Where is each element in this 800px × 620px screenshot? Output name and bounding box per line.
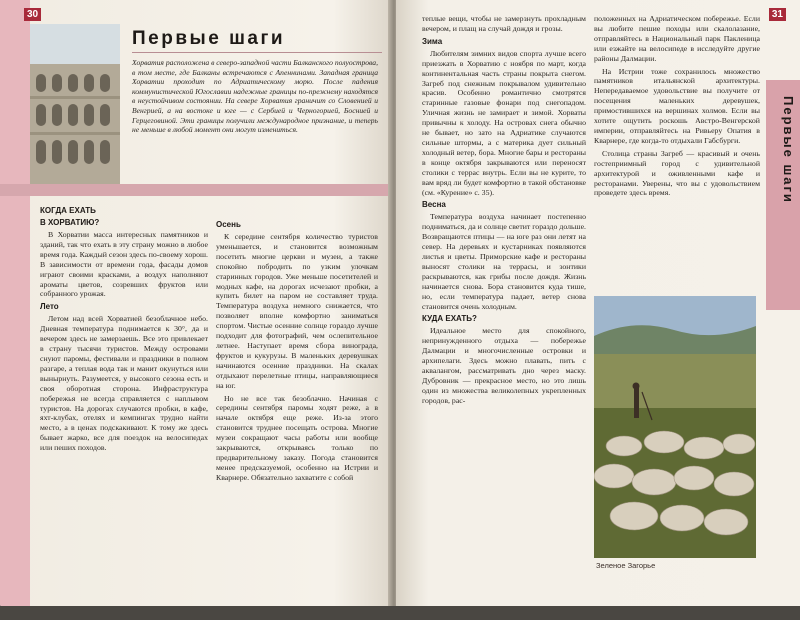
winter-paragraph: Любителям зимних видов спорта лучше всего приезжать в Хорватию с ноября по март, когда континентальная часть страны покрыта снегом. Загреб под снежным покрывалом удивительно красив. Особенно романтично смотрятся старинные газовые фонари под снегопадом. Уличная жизнь не замирает и зимой. Хорваты привычны к холоду. На островах снега обычно не бывает, но зато на Адриатике случаются сильные штормы, а с материка дует сильный холодный ветер, бора. Многие бары и рестораны в конце октября закрываются или переносят столики с террас внутрь. Если вы не курите, то вам вряд ли будет комфортно в такой обстановке (см. «Курение» с. 35). bbox=[422, 48, 586, 197]
where-to-go-heading: КУДА ЕХАТЬ? bbox=[422, 314, 477, 324]
page-number-right: 31 bbox=[769, 8, 786, 21]
summer-paragraph: Летом над всей Хорватией безоблачное небо. Дневная температура поднимается к 30°, да и вечером здесь не замерзаешь. Все это привлекает в страну тысячи туристов. Между островами снуют паромы, фестивали и праздники в полном разгаре, а теплая вода так и манит окунуться или вынырнуть. Разумеется, у высокого сезона есть и своя оборотная сторона. Инфраструктура побережья не всегда справляется с наплывом туристов. На дорогах случаются пробки, в кафе, яхт-клубах, отелях и кемпингах трудно найти место, а в ценах подскакивают. К тому же здесь бывает жарко, все для поездок на велосипедах или пеших походов. bbox=[40, 314, 208, 453]
left-margin-band bbox=[0, 0, 30, 608]
intro-paragraph: Хорватия расположена в северо-западной части Балканского полуострова, в том месте, где Балканы встречаются с Апеннинами. Западная граница Хорватии проходит по Адриатическому морю. После падения коммунистической Югославии надежные границы по-прежнему находятся в неустойчивом состоянии. На севере Хорватия граничит со Словенией и Венгрией, а на востоке и юге — с Сербией и Черногорией, Боснией и Герцеговиной. Эти границы получили международное признание, и теперь не меньше в любой момент они могут измениться. bbox=[132, 58, 378, 135]
autumn-paragraph-2: Но не все так безоблачно. Начиная с середины сентября паромы ходят реже, а в начале октября еще реже. Из-за этого становится труднее посещать острова. Многие музеи сокращают часы работы или вообще закрываются, открываясь только по предварительному заказу. Погода становится менее предсказуемой, особенно на Истрии и Кварнере. Обязательно захватите с собой bbox=[216, 393, 378, 482]
page-number-left: 30 bbox=[24, 8, 41, 21]
autumn-heading: Осень bbox=[216, 220, 241, 229]
where-to-go-paragraph: Идеальное место для спокойного, непринужденного отдыха — побережье Далмации и многочисленные островки и архипелаги. Здесь можно плавать, пить с аквалангом, рассматривать дно через маску. Дубровник — прекрасное место, но это лишь один из множества великолепных укрепленных городов, рас- bbox=[422, 326, 586, 405]
spring-heading: Весна bbox=[422, 200, 446, 210]
coast-paragraph: положенных на Адриатическом побережье. Если вы любите пешие походы или скалолазание, отправляйтесь в Национальный парк Пакленица или езжайте на велосипеде в исследуйте другие районы Далмации. bbox=[594, 14, 760, 63]
amphitheatre-photo bbox=[30, 24, 120, 184]
winter-heading: Зима bbox=[422, 36, 443, 46]
title-underline bbox=[132, 52, 382, 53]
istria-paragraph: На Истрии тоже сохранилось множество памятников итальянской архитектуры. Непередаваемое удовольствие вы получите от посещения маленьких деревушек, примостившихся на вершинах холмов. Если вы хотите ощутить роскошь Австро-Венгерской империи, отправляйтесь на Ривьеру Опатия в Кварнере, где когда-то отдыхали Габсбурги. bbox=[594, 66, 760, 145]
pasture-illustration bbox=[594, 296, 756, 558]
left-page bbox=[0, 0, 392, 608]
zagreb-paragraph: Столица страны Загреб — красивый и очень гостеприимный город с удивительной архитектурой и оживленными кафе и ресторанами. Уверены, что вы с удовольствием проведете здесь время. bbox=[594, 148, 760, 198]
continued-paragraph: теплые вещи, чтобы не замерзнуть прохладным вечером, и плащ на случай дождя и грозы. bbox=[422, 14, 586, 33]
page-title: Первые шаги bbox=[132, 28, 286, 49]
right-column-2 bbox=[594, 14, 760, 201]
right-column-1 bbox=[422, 14, 586, 409]
arena-illustration bbox=[30, 24, 120, 184]
photo-caption: Зеленое Загорье bbox=[596, 561, 656, 570]
section-divider-bar bbox=[0, 184, 392, 196]
book-bottom-edge bbox=[0, 606, 800, 620]
when-to-go-heading-line1: КОГДА ЕХАТЬ bbox=[40, 206, 96, 215]
sheep-photo bbox=[594, 296, 756, 558]
right-page bbox=[396, 0, 800, 608]
when-to-go-paragraph: В Хорватии масса интересных памятников и зданий, так что ехать в эту страну можно в любое время года. Каждый сезон здесь по-своему хорош. В зависимости от времени года, фасады домов играют своими красками, а воздух наполняют ароматы цветов, созревших фруктов или собранного урожая. bbox=[40, 230, 208, 299]
left-column-1 bbox=[40, 206, 208, 456]
spring-paragraph: Температура воздуха начинает постепенно подниматься, да и солнце светит гораздо дольше. Возвращаются птицы — на юге раз они летят на север. На деревьях и кустарниках появляются листья и цветы. Приморские кафе и рестораны выносят столики на террасы, и зонтики раскрываются, как грибы после дождя. Жизнь начинается снова. Бора становится куда тише, но, если температура падает, ветер снова становится очень холодным. bbox=[422, 212, 586, 311]
autumn-paragraph-1: К середине сентября количество туристов уменьшается, и становится возможным посетить многие церкви и музеи, а также спокойно побродить по узким улочкам старинных городов. Уже меньше посетителей и модных кафе, на дорогах исчезают пробки, а купить билет на паром не составляет труда. Температура воздуха немного снижается, что позволяет вполне комфортно заниматься спортом. Чистые осенние солнце гораздо лучше подходит для фотографий, чем ослепительное летнее. Наступает время сбора винограда, фруктов и кукурузы. В маленьких деревушках начинаются осенние праздники. На скалах отдыхают перелетные птицы, направляющиеся на юг. bbox=[216, 232, 378, 390]
left-column-2 bbox=[216, 220, 378, 486]
summer-heading: Лето bbox=[40, 302, 59, 312]
when-to-go-heading-line2: В ХОРВАТИЮ? bbox=[40, 218, 100, 227]
side-tab-label: Первые шаги bbox=[781, 96, 796, 204]
